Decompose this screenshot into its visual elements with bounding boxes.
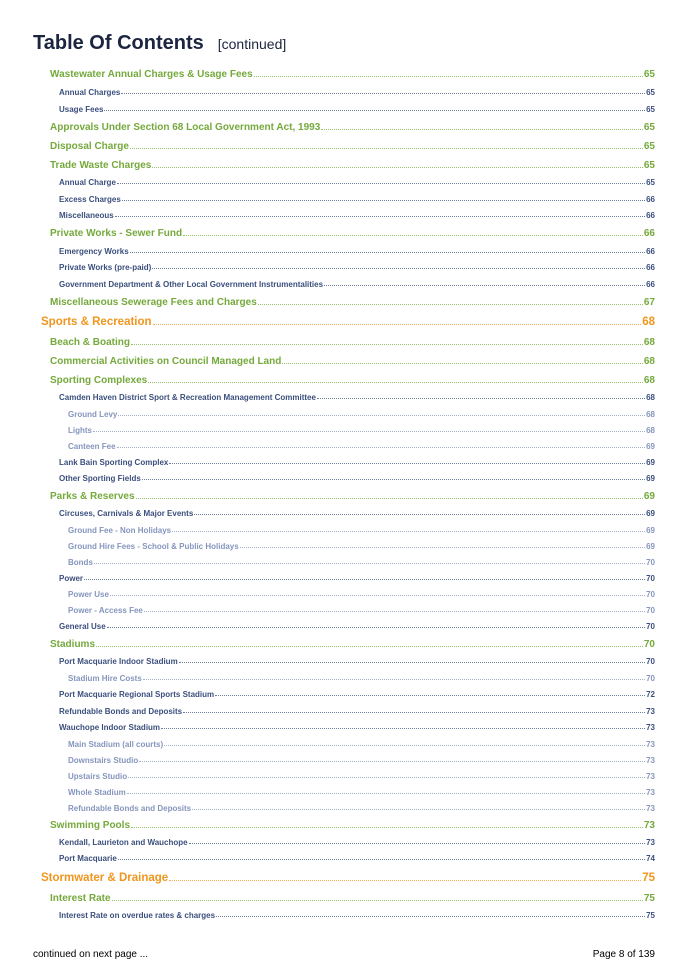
toc-entry-title: Private Works (pre-paid) xyxy=(59,263,152,272)
toc-entry-page: 68 xyxy=(642,316,655,328)
page-subtitle: [continued] xyxy=(217,36,287,52)
dot-leader xyxy=(282,363,643,364)
toc-entry-page: 65 xyxy=(643,141,655,152)
dot-leader xyxy=(127,793,645,794)
toc-entry-page: 69 xyxy=(646,442,655,451)
toc-entry-title: Emergency Works xyxy=(59,247,129,256)
dot-leader xyxy=(128,777,645,778)
toc-entry-title: Circuses, Carnivals & Major Events xyxy=(59,509,194,518)
toc-entry[interactable] xyxy=(50,491,655,502)
page-number: Page 8 of 139 xyxy=(592,949,655,960)
toc-entry-page: 69 xyxy=(643,491,655,502)
toc-entry-page: 67 xyxy=(643,297,655,308)
toc-entry-page: 69 xyxy=(646,542,655,551)
toc-entry-title: Upstairs Studio xyxy=(68,772,128,781)
dot-leader xyxy=(94,563,645,564)
toc-entry[interactable] xyxy=(68,788,655,797)
dot-leader xyxy=(122,200,645,201)
dot-leader xyxy=(139,761,645,762)
toc-entry-title: Kendall, Laurieton and Wauchope xyxy=(59,838,188,847)
toc-entry-page: 73 xyxy=(646,740,655,749)
toc-entry[interactable] xyxy=(59,458,655,467)
dot-leader xyxy=(183,235,643,236)
dot-leader xyxy=(96,646,643,647)
dot-leader xyxy=(152,268,645,269)
toc-entry-title: Interest Rate on overdue rates & charges xyxy=(59,911,216,920)
toc-entry-page: 70 xyxy=(646,674,655,683)
toc-entry-title: Canteen Fee xyxy=(68,442,116,451)
toc-entry[interactable] xyxy=(50,160,655,171)
toc-entry[interactable] xyxy=(59,178,655,187)
toc-entry-title: Port Macquarie Indoor Stadium xyxy=(59,657,178,666)
dot-leader xyxy=(192,809,645,810)
toc-entry[interactable] xyxy=(50,228,655,239)
toc-entry-title: Refundable Bonds and Deposits xyxy=(68,804,192,813)
toc-entry-title: Wauchope Indoor Stadium xyxy=(59,723,161,732)
toc-entry-page: 73 xyxy=(646,707,655,716)
toc-entry-title: Interest Rate xyxy=(50,893,111,904)
toc-entry[interactable] xyxy=(59,280,655,289)
toc-entry[interactable] xyxy=(50,375,655,386)
toc-entry-page: 70 xyxy=(646,558,655,567)
dot-leader xyxy=(115,216,645,217)
toc-entry[interactable] xyxy=(59,854,655,863)
toc-entry-title: Wastewater Annual Charges & Usage Fees xyxy=(50,69,253,80)
toc-entry-page: 73 xyxy=(646,756,655,765)
toc-entry-title: Ground Fee - Non Holidays xyxy=(68,526,172,535)
toc-entry-title: Approvals Under Section 68 Local Government Act, 1993 xyxy=(50,122,321,133)
toc-entry-title: Swimming Pools xyxy=(50,820,131,831)
dot-leader xyxy=(179,662,645,663)
toc-entry-page: 70 xyxy=(646,622,655,631)
toc-entry[interactable] xyxy=(50,141,655,152)
toc-entry[interactable] xyxy=(50,337,655,348)
toc-entry-page: 66 xyxy=(646,195,655,204)
toc-entry[interactable] xyxy=(59,622,655,631)
toc-entry-page: 75 xyxy=(643,893,655,904)
dot-leader xyxy=(152,167,643,168)
dot-leader xyxy=(324,285,645,286)
toc-entry-page: 65 xyxy=(646,178,655,187)
toc-entry[interactable] xyxy=(68,740,655,749)
dot-leader xyxy=(118,859,645,860)
dot-leader xyxy=(169,880,641,881)
toc-entry-title: Power xyxy=(59,574,84,583)
toc-entry-title: Refundable Bonds and Deposits xyxy=(59,707,183,716)
toc-entry-title: Power - Access Fee xyxy=(68,606,143,615)
toc-entry-page: 66 xyxy=(646,247,655,256)
toc-entry[interactable] xyxy=(59,247,655,256)
toc-entry-page: 70 xyxy=(646,574,655,583)
dot-leader xyxy=(215,695,645,696)
toc-entry-title: Annual Charge xyxy=(59,178,116,187)
toc-entry[interactable] xyxy=(59,690,655,699)
toc-entry-title: Excess Charges xyxy=(59,195,121,204)
toc-entry-page: 65 xyxy=(643,122,655,133)
toc-entry-page: 69 xyxy=(646,458,655,467)
dot-leader xyxy=(93,431,645,432)
toc-entry[interactable] xyxy=(68,442,655,451)
toc-entry-title: Miscellaneous xyxy=(59,211,114,220)
dot-leader xyxy=(172,531,645,532)
dot-leader xyxy=(148,382,643,383)
toc-entry[interactable] xyxy=(59,88,655,97)
toc-entry[interactable] xyxy=(59,911,655,920)
toc-entry-page: 68 xyxy=(646,410,655,419)
dot-leader xyxy=(194,514,645,515)
dot-leader xyxy=(112,900,643,901)
dot-leader xyxy=(110,595,645,596)
toc-entry[interactable] xyxy=(50,820,655,831)
toc-entry-title: Sporting Complexes xyxy=(50,375,148,386)
toc-entry-page: 70 xyxy=(646,590,655,599)
toc-entry-page: 70 xyxy=(643,639,655,650)
toc-entry-title: Usage Fees xyxy=(59,105,104,114)
dot-leader xyxy=(143,679,645,680)
toc-entry-page: 66 xyxy=(646,211,655,220)
toc-entry-page: 69 xyxy=(646,526,655,535)
toc-entry[interactable] xyxy=(59,509,655,518)
dot-leader xyxy=(183,712,645,713)
page-title xyxy=(33,32,286,55)
toc-entry-page: 68 xyxy=(643,356,655,367)
toc-entry-page: 66 xyxy=(646,263,655,272)
dot-leader xyxy=(136,498,643,499)
toc-entry[interactable] xyxy=(59,105,655,114)
dot-leader xyxy=(107,627,645,628)
toc-entry-title: Beach & Boating xyxy=(50,337,131,348)
toc-entry-title: Stadium Hire Costs xyxy=(68,674,142,683)
dot-leader xyxy=(321,129,643,130)
toc-entry-title: Ground Levy xyxy=(68,410,118,419)
dot-leader xyxy=(131,827,643,828)
dot-leader xyxy=(130,148,643,149)
toc-entry-page: 69 xyxy=(646,509,655,518)
dot-leader xyxy=(258,304,643,305)
dot-leader xyxy=(121,93,645,94)
dot-leader xyxy=(142,479,645,480)
toc-entry[interactable] xyxy=(50,122,655,133)
toc-entry-page: 65 xyxy=(646,105,655,114)
toc-entry-title: Disposal Charge xyxy=(50,141,129,152)
toc-entry[interactable] xyxy=(68,674,655,683)
continued-note: continued on next page ... xyxy=(33,949,149,960)
toc-entry[interactable] xyxy=(59,723,655,732)
toc-entry[interactable] xyxy=(50,639,655,650)
toc-entry-title: Other Sporting Fields xyxy=(59,474,141,483)
toc-entry-title: Government Department & Other Local Government Instrumentalities xyxy=(59,280,324,289)
toc-entry[interactable] xyxy=(68,526,655,535)
toc-entry-title: Power Use xyxy=(68,590,109,599)
toc-entry[interactable] xyxy=(68,542,655,551)
toc-entry-page: 65 xyxy=(643,160,655,171)
toc-entry-page: 70 xyxy=(646,657,655,666)
dot-leader xyxy=(317,398,645,399)
toc-entry-title: Trade Waste Charges xyxy=(50,160,152,171)
toc-entry[interactable] xyxy=(59,263,655,272)
toc-entry[interactable] xyxy=(41,872,655,884)
dot-leader xyxy=(118,415,645,416)
toc-entry-title: Lights xyxy=(68,426,92,435)
toc-entry[interactable] xyxy=(68,410,655,419)
toc-entry[interactable] xyxy=(50,297,655,308)
toc-entry-page: 72 xyxy=(646,690,655,699)
toc-entry[interactable] xyxy=(68,558,655,567)
toc-entry[interactable] xyxy=(50,356,655,367)
toc-entry-page: 70 xyxy=(646,606,655,615)
toc-entry-page: 73 xyxy=(646,838,655,847)
toc-entry[interactable] xyxy=(68,772,655,781)
toc-entry-page: 65 xyxy=(646,88,655,97)
dot-leader xyxy=(164,745,645,746)
dot-leader xyxy=(131,344,643,345)
toc-entry-title: Parks & Reserves xyxy=(50,491,135,502)
toc-entry-page: 73 xyxy=(646,723,655,732)
toc-entry-title: Main Stadium (all courts) xyxy=(68,740,164,749)
toc-entry-page: 69 xyxy=(646,474,655,483)
dot-leader xyxy=(104,110,645,111)
toc-entry-title: Commercial Activities on Council Managed Land xyxy=(50,356,282,367)
toc-entry[interactable] xyxy=(50,893,655,904)
toc-entry[interactable] xyxy=(59,574,655,583)
toc-entry[interactable] xyxy=(59,474,655,483)
toc-entry[interactable] xyxy=(50,69,655,80)
dot-leader xyxy=(254,76,643,77)
toc-entry-title: General Use xyxy=(59,622,106,631)
toc-entry-page: 73 xyxy=(646,772,655,781)
toc-entry-page: 75 xyxy=(642,872,655,884)
toc-entry-page: 65 xyxy=(643,69,655,80)
toc-entry-page: 66 xyxy=(646,280,655,289)
dot-leader xyxy=(240,547,645,548)
toc-entry-page: 66 xyxy=(643,228,655,239)
toc-entry-page: 73 xyxy=(646,788,655,797)
toc-entry[interactable] xyxy=(59,707,655,716)
dot-leader xyxy=(144,611,645,612)
toc-entry-title: Sports & Recreation xyxy=(41,316,152,328)
toc-entry-title: Port Macquarie Regional Sports Stadium xyxy=(59,690,215,699)
toc-entry[interactable] xyxy=(59,211,655,220)
toc-entry[interactable] xyxy=(68,804,655,813)
dot-leader xyxy=(117,447,646,448)
toc-entry[interactable] xyxy=(68,606,655,615)
toc-entry[interactable] xyxy=(68,426,655,435)
dot-leader xyxy=(189,843,645,844)
toc-entry-page: 73 xyxy=(646,804,655,813)
toc-entry-page: 68 xyxy=(643,375,655,386)
toc-entry[interactable] xyxy=(68,590,655,599)
toc-entry-title: Camden Haven District Sport & Recreation Management Committee xyxy=(59,393,316,402)
toc-entry[interactable] xyxy=(68,756,655,765)
toc-entry-title: Lank Bain Sporting Complex xyxy=(59,458,169,467)
toc-entry-page: 68 xyxy=(643,337,655,348)
toc-entry-title: Annual Charges xyxy=(59,88,121,97)
dot-leader xyxy=(130,252,645,253)
toc-entry[interactable] xyxy=(59,838,655,847)
toc-entry-page: 68 xyxy=(646,393,655,402)
toc-entry[interactable] xyxy=(59,657,655,666)
dot-leader xyxy=(161,728,645,729)
toc-entry-page: 68 xyxy=(646,426,655,435)
dot-leader xyxy=(169,463,645,464)
toc-entry-title: Ground Hire Fees - School & Public Holidays xyxy=(68,542,239,551)
toc-entry-title: Port Macquarie xyxy=(59,854,117,863)
toc-entry-page: 74 xyxy=(646,854,655,863)
toc-entry[interactable] xyxy=(59,393,655,402)
dot-leader xyxy=(216,916,645,917)
toc-entry-title: Stadiums xyxy=(50,639,96,650)
toc-entry[interactable] xyxy=(41,316,655,328)
toc-entry-title: Private Works - Sewer Fund xyxy=(50,228,183,239)
toc-entry-title: Miscellaneous Sewerage Fees and Charges xyxy=(50,297,257,308)
toc-entry-title: Downstairs Studio xyxy=(68,756,139,765)
toc-entry-page: 73 xyxy=(643,820,655,831)
toc-entry[interactable] xyxy=(59,195,655,204)
toc-entry-title: Bonds xyxy=(68,558,93,567)
toc-entry-page: 75 xyxy=(646,911,655,920)
toc-entry-title: Whole Stadium xyxy=(68,788,126,797)
dot-leader xyxy=(153,324,642,325)
page-title-text: Table Of Contents xyxy=(33,32,204,54)
toc-entry-title: Stormwater & Drainage xyxy=(41,872,169,884)
dot-leader xyxy=(117,183,645,184)
dot-leader xyxy=(84,579,645,580)
